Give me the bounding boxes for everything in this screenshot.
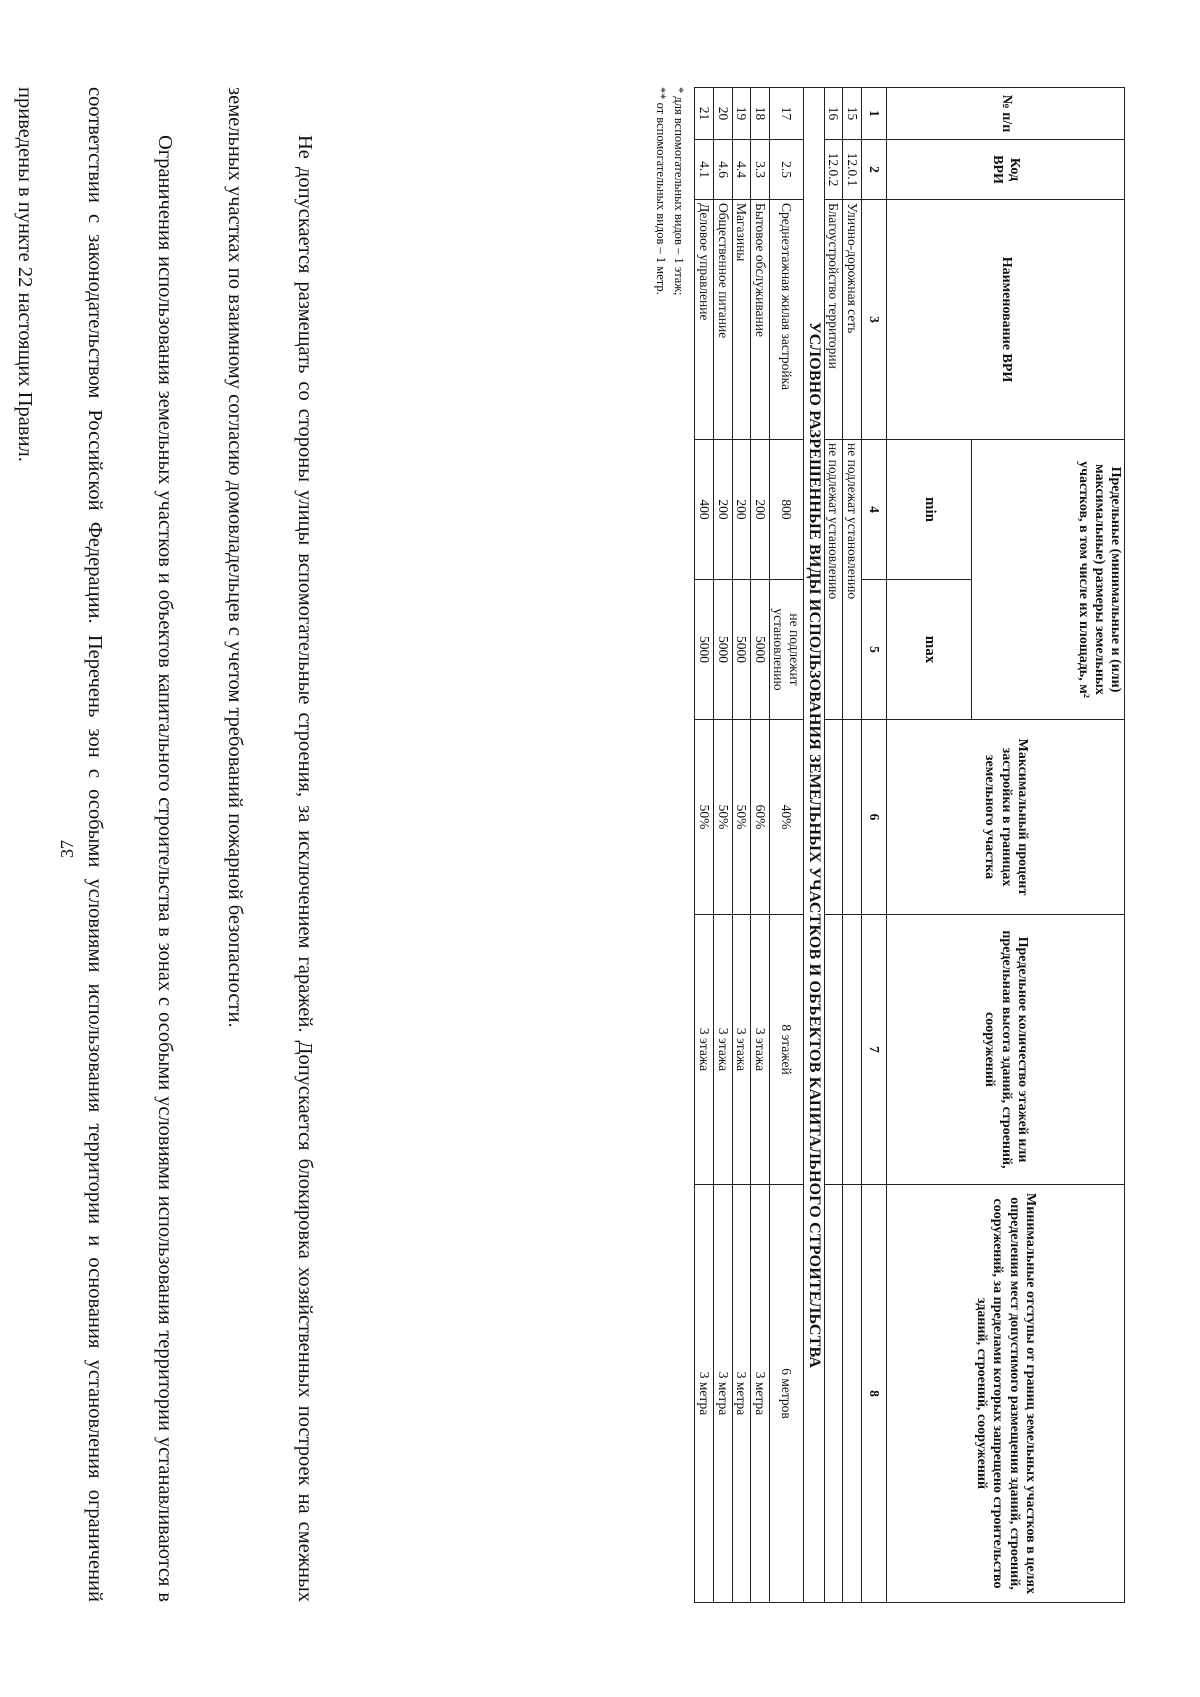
row-setback: 3 метра — [714, 1185, 733, 1603]
row-size-note: не подлежат установлению — [824, 440, 843, 720]
row-floors: 3 этажа — [751, 915, 770, 1185]
table-row — [824, 88, 843, 1603]
footnote: * для вспомогательных видов – 1 этаж; — [672, 87, 687, 296]
row-min: 800 — [769, 440, 803, 580]
header-max: max — [887, 580, 972, 720]
row-min: 200 — [714, 440, 733, 580]
table-row — [751, 88, 770, 1603]
table-row — [714, 88, 733, 1603]
row-floors: 3 этажа — [695, 915, 714, 1185]
row-max: 5000 — [714, 580, 733, 720]
header-min: min — [887, 440, 972, 580]
row-code: 4.6 — [714, 140, 733, 200]
page-number: 37 — [57, 840, 77, 858]
footnotes — [651, 87, 689, 1602]
row-percent: 40% — [769, 720, 803, 915]
table-row — [843, 88, 862, 1603]
row-min: 200 — [732, 440, 751, 580]
row-size-note: не подлежат установлению — [843, 440, 862, 720]
row-setback: 6 метров — [769, 1185, 803, 1603]
row-name: Общественное питание — [714, 200, 733, 440]
column-number: 2 — [862, 140, 887, 200]
row-percent — [843, 720, 862, 915]
row-percent: 50% — [714, 720, 733, 915]
row-floors — [824, 915, 843, 1185]
row-name: Улично-дорожная сеть — [843, 200, 862, 440]
section-title: УСЛОВНО РАЗРЕШЕННЫЕ ВИДЫ ИСПОЛЬЗОВАНИЯ ЗЕМЕЛЬНЫХ УЧАСТКОВ И ОБЪЕКТОВ КАПИТАЛЬНОГО СТРОИТЕЛЬСТВА — [803, 88, 824, 1603]
row-code: 4.4 — [732, 140, 751, 200]
row-name: Деловое управление — [695, 200, 714, 440]
row-percent: 50% — [732, 720, 751, 915]
header-max-percent: Максимальный процент застройки в границах земельного участка — [887, 720, 1125, 915]
row-max: не подлежит установлению — [769, 580, 803, 720]
column-number: 4 — [862, 440, 887, 580]
header-num: № п/п — [887, 88, 1125, 140]
column-number: 8 — [862, 1185, 887, 1603]
row-floors: 3 этажа — [714, 915, 733, 1185]
paragraph: Ограничения использования земельных участков и объектов капитального строительства в зонах с особыми условиями использования территории устанавливаются в соответствии с законодательством Российской Федерации. Перечень зон с особыми условиями использования территории и основания установления ограничений приведены в пункте 22 настоящих Правил. — [14, 87, 176, 1602]
row-max: 5000 — [695, 580, 714, 720]
row-floors: 8 этажей — [769, 915, 803, 1185]
row-setback: 3 метра — [751, 1185, 770, 1603]
header-row — [972, 88, 1125, 1603]
table-row — [769, 88, 803, 1603]
row-code: 2.5 — [769, 140, 803, 200]
column-number: 1 — [862, 88, 887, 140]
footnote: ** от вспомогательных видов – 1 метр. — [653, 87, 668, 295]
row-code: 4.1 — [695, 140, 714, 200]
column-numbers-row — [862, 88, 887, 1603]
row-setback — [824, 1185, 843, 1603]
header-code: Код ВРИ — [887, 140, 1125, 200]
column-number: 3 — [862, 200, 887, 440]
table-row — [732, 88, 751, 1603]
column-number: 5 — [862, 580, 887, 720]
row-num: 19 — [732, 88, 751, 140]
row-percent: 50% — [695, 720, 714, 915]
row-num: 17 — [769, 88, 803, 140]
row-floors — [843, 915, 862, 1185]
regulations-table — [694, 87, 1125, 1603]
header-name: Наименование ВРИ — [887, 200, 1125, 440]
regulations-table-block — [651, 87, 1125, 1602]
row-min: 400 — [695, 440, 714, 580]
row-name: Магазины — [732, 200, 751, 440]
row-num: 15 — [843, 88, 862, 140]
header-floors: Предельное количество этажей или предельная высота зданий, строений, сооружений — [887, 915, 1125, 1185]
row-min: 200 — [751, 440, 770, 580]
column-number: 6 — [862, 720, 887, 915]
row-max: 5000 — [732, 580, 751, 720]
paragraph: Не допускается размещать со стороны улицы вспомогательные строения, за исключением гаражей. Допускается блокировка хозяйственных построек на смежных земельных участках по взаимному согласию домовладельцев с учетом требований пожарной безопасности. — [224, 87, 316, 1602]
row-setback: 3 метра — [732, 1185, 751, 1603]
row-num: 20 — [714, 88, 733, 140]
row-code: 3.3 — [751, 140, 770, 200]
body-text — [0, 87, 340, 1602]
row-max: 5000 — [751, 580, 770, 720]
section-row — [803, 88, 824, 1603]
table-row — [695, 88, 714, 1603]
row-percent — [824, 720, 843, 915]
row-name: Благоустройство территории — [824, 200, 843, 440]
row-num: 18 — [751, 88, 770, 140]
column-number: 7 — [862, 915, 887, 1185]
row-name: Бытовое обслуживание — [751, 200, 770, 440]
row-code: 12.0.2 — [824, 140, 843, 200]
header-setbacks: Минимальные отступы от границ земельных участков в целях определения мест допустимого размещения зданий, строений, сооружений, за пределами которых запрещено строительство зданий, строений, сооружений — [887, 1185, 1125, 1603]
row-setback — [843, 1185, 862, 1603]
row-percent: 60% — [751, 720, 770, 915]
row-setback: 3 метра — [695, 1185, 714, 1603]
row-num: 21 — [695, 88, 714, 140]
row-num: 16 — [824, 88, 843, 140]
row-floors: 3 этажа — [732, 915, 751, 1185]
row-code: 12.0.1 — [843, 140, 862, 200]
row-name: Среднеэтажная жилая застройка — [769, 200, 803, 440]
header-size-group: Предельные (минимальные и (или) максимальные) размеры земельных участков, в том числе их площадь, м² — [972, 440, 1125, 720]
